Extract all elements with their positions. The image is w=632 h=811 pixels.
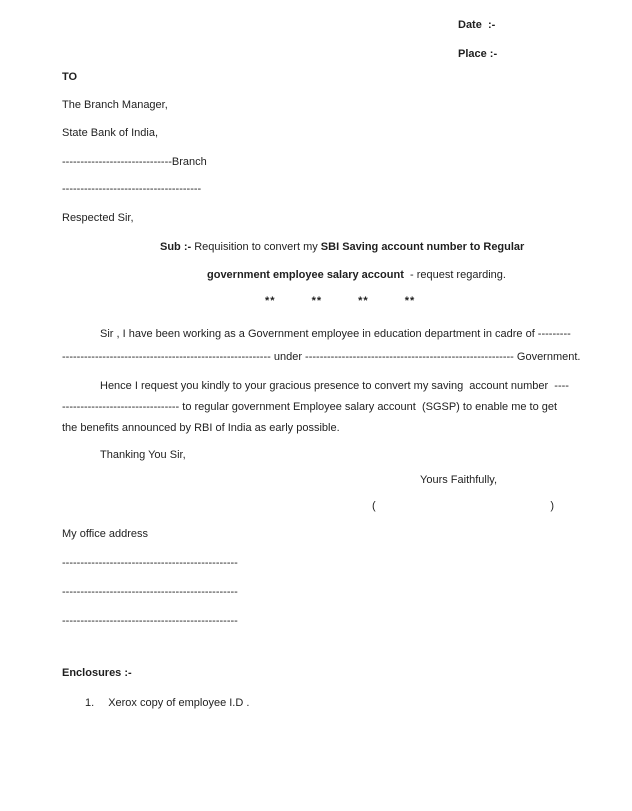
office-address-blank-line-2: ------------------------------------------------ bbox=[62, 586, 238, 598]
recipient-branch-manager: The Branch Manager, bbox=[62, 99, 168, 111]
recipient-to: TO bbox=[62, 71, 78, 83]
salutation: Respected Sir, bbox=[62, 212, 134, 224]
asterisk-mark: ** bbox=[311, 295, 323, 307]
recipient-branch-blank-line: ------------------------------Branch bbox=[62, 156, 207, 168]
subject-line-1-text: Requisition to convert my bbox=[191, 241, 321, 253]
signature-parentheses bbox=[372, 500, 554, 512]
asterisk-mark: ** bbox=[358, 295, 369, 307]
subject-line-1 bbox=[160, 241, 524, 254]
subject-line-2 bbox=[207, 269, 506, 282]
thanking-you: Thanking You Sir, bbox=[100, 449, 186, 461]
yours-faithfully: Yours Faithfully, bbox=[420, 474, 498, 486]
body-paragraph-2-line-3: the benefits announced by RBI of India as early possible. bbox=[62, 422, 340, 434]
date-label: Date :- bbox=[458, 19, 496, 31]
body-paragraph-2-line-1: Hence I request you kindly to your gracious presence to convert my saving account number ---- bbox=[100, 380, 569, 392]
asterisk-mark: ** bbox=[265, 295, 276, 307]
subject-line-2-bold: government employee salary account bbox=[207, 269, 404, 281]
separator-asterisks bbox=[265, 295, 415, 307]
office-address-blank-line-1: ------------------------------------------------ bbox=[62, 557, 238, 569]
subject-prefix: Sub :- bbox=[160, 241, 192, 253]
asterisk-mark: ** bbox=[404, 295, 416, 307]
body-paragraph-1-line-2: --------------------------------------------------------- under --------------------------------------------------------- Government. bbox=[62, 351, 581, 363]
enclosure-item bbox=[85, 697, 249, 709]
enclosure-text: Xerox copy of employee I.D . bbox=[108, 697, 250, 709]
office-address-label: My office address bbox=[62, 528, 149, 540]
office-address-blank-line-3: ------------------------------------------------ bbox=[62, 615, 238, 627]
paren-open: ( bbox=[372, 500, 376, 512]
subject-line-2-text: - request regarding. bbox=[403, 269, 506, 281]
subject-line-1-bold: SBI Saving account number to Regular bbox=[320, 241, 525, 253]
enclosures-heading: Enclosures :- bbox=[62, 667, 132, 679]
enclosure-number: 1. bbox=[85, 697, 95, 709]
recipient-bank-name: State Bank of India, bbox=[62, 127, 159, 139]
body-paragraph-2-line-2: -------------------------------- to regular government Employee salary account (SGSP) to enable me to get bbox=[62, 401, 558, 413]
recipient-address-blank-line: -------------------------------------- bbox=[62, 183, 202, 195]
paren-close: ) bbox=[550, 500, 554, 512]
body-paragraph-1-line-1: Sir , I have been working as a Government employee in education department in cadre of --------- bbox=[100, 328, 571, 340]
place-label: Place :- bbox=[458, 48, 498, 60]
